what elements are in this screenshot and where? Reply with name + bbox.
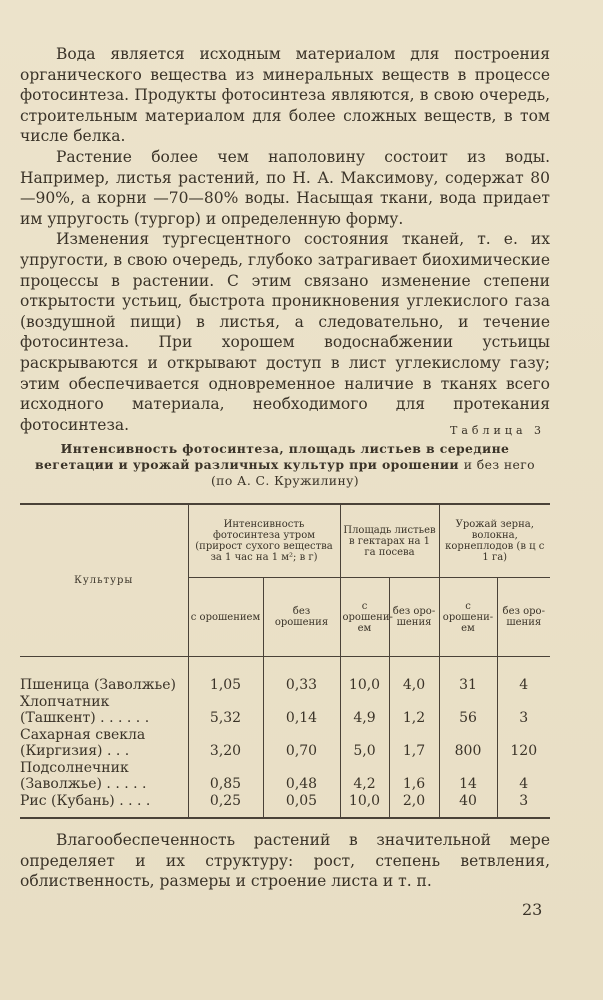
cell-value: 0,14 [263,694,340,727]
cell-value: 4 [497,657,550,694]
cell-value: 0,05 [263,793,340,819]
cell-value: 0,85 [188,760,263,793]
cell-value: 3 [497,793,550,819]
cell-value: 4,2 [340,760,389,793]
table-caption [30,441,540,489]
body-text [20,44,550,435]
cell-value: 56 [439,694,497,727]
cell-value: 0,33 [263,657,340,694]
cell-value: 0,48 [263,760,340,793]
cell-value: 1,2 [389,694,439,727]
cell-value: 4,9 [340,694,389,727]
cell-value: 800 [439,727,497,760]
cell-value: 5,32 [188,694,263,727]
table-row [20,694,550,727]
cell-crop: Рис (Кубань) . . . . [20,793,188,819]
table-caption-source: и без него (по А. С. Кружилину) [210,457,535,488]
paragraph: Изменения тургесцентного состояния тканей, т. е. их упругости, в свою очередь, глубоко затрагивает биохимические процессы в растении. С этим связано изменение степени открытости устьиц, быстрота проникновения углекислого газа (воздушной пищи) в листья, а следовательно, и течение фотосинтеза. При хорошем водоснабжении устьицы раскрываются и открывают доступ в лист углекислому газу; этим обеспечивается одновременное наличие в тканях всего исходного материала, необходимого для протекания фотосинтеза. [20,230,550,434]
cell-value: 10,0 [340,657,389,694]
cell-value: 1,7 [389,727,439,760]
cell-value: 0,70 [263,727,340,760]
subheader-with-irrigation: с орошением [188,578,263,657]
cell-crop: Сахарная свекла (Киргизия) . . . [20,726,146,759]
cell-value: 5,0 [340,727,389,760]
cell-value: 2,0 [389,793,439,819]
table-row [20,657,550,694]
column-header-yield: Урожай зерна, волокна, корнеплодов (в ц с 1 га) [439,504,550,578]
subheader-without-irrigation: без орошения [389,578,439,657]
cell-value: 1,05 [188,657,263,694]
data-table [20,503,550,819]
paragraph: Вода является исходным материалом для построения органического вещества из минеральных веществ в процессе фотосинтеза. Продукты фотосинтеза являются, в свою очередь, строительным материалом для более сложных веществ, в том числе белка. [20,45,550,146]
cell-value: 10,0 [340,793,389,819]
subheader-with-irrigation: с орошением [439,578,497,657]
cell-crop: Пшеница (Заволжье) [20,677,176,693]
cell-crop: Подсолнечник (Заволжье) . . . . . [20,759,147,792]
cell-value: 3,20 [188,727,263,760]
cell-value: 31 [439,657,497,694]
cell-value: 4,0 [389,657,439,694]
table-number: Таблица 3 [450,424,545,437]
cell-value: 40 [439,793,497,819]
table-row [20,727,550,760]
subheader-without-irrigation: без орошения [497,578,550,657]
cell-value: 0,25 [188,793,263,819]
cell-value: 4 [497,760,550,793]
column-header-crop: Культуры [20,504,188,657]
cell-value: 3 [497,694,550,727]
paragraph: Растение более чем наполовину состоит из воды. Например, листья растений, по Н. А. Максимову, содержат 80—90%, а корни —70—80% воды. Насыщая ткани, вода придает им упругость (тургор) и определенную форму. [20,147,550,228]
closing-text [20,830,550,892]
cell-value: 1,6 [389,760,439,793]
cell-crop: Хлопчатник (Ташкент) . . . . . . [20,693,150,726]
cell-value: 120 [497,727,550,760]
subheader-with-irrigation: с орошением [340,578,389,657]
cell-value: 14 [439,760,497,793]
column-header-leaf-area: Площадь листьев в гектарах на 1 га посева [340,504,439,578]
column-header-photosynthesis: Интенсивность фотосинтеза утром (прирост сухого вещества за 1 час на 1 м²; в г) [188,504,340,578]
table-row [20,760,550,793]
page-number: 23 [522,900,543,919]
table-row [20,793,550,819]
table-caption-main: Интенсивность фотосинтеза, площадь листьев в середине вегетации и урожай различных культур при орошении [35,441,510,472]
subheader-without-irrigation: без орошения [263,578,340,657]
paragraph: Влагообеспеченность растений в значительной мере определяет и их структуру: рост, степень ветвления, облиственность, размеры и строение листа и т. п. [20,831,550,891]
